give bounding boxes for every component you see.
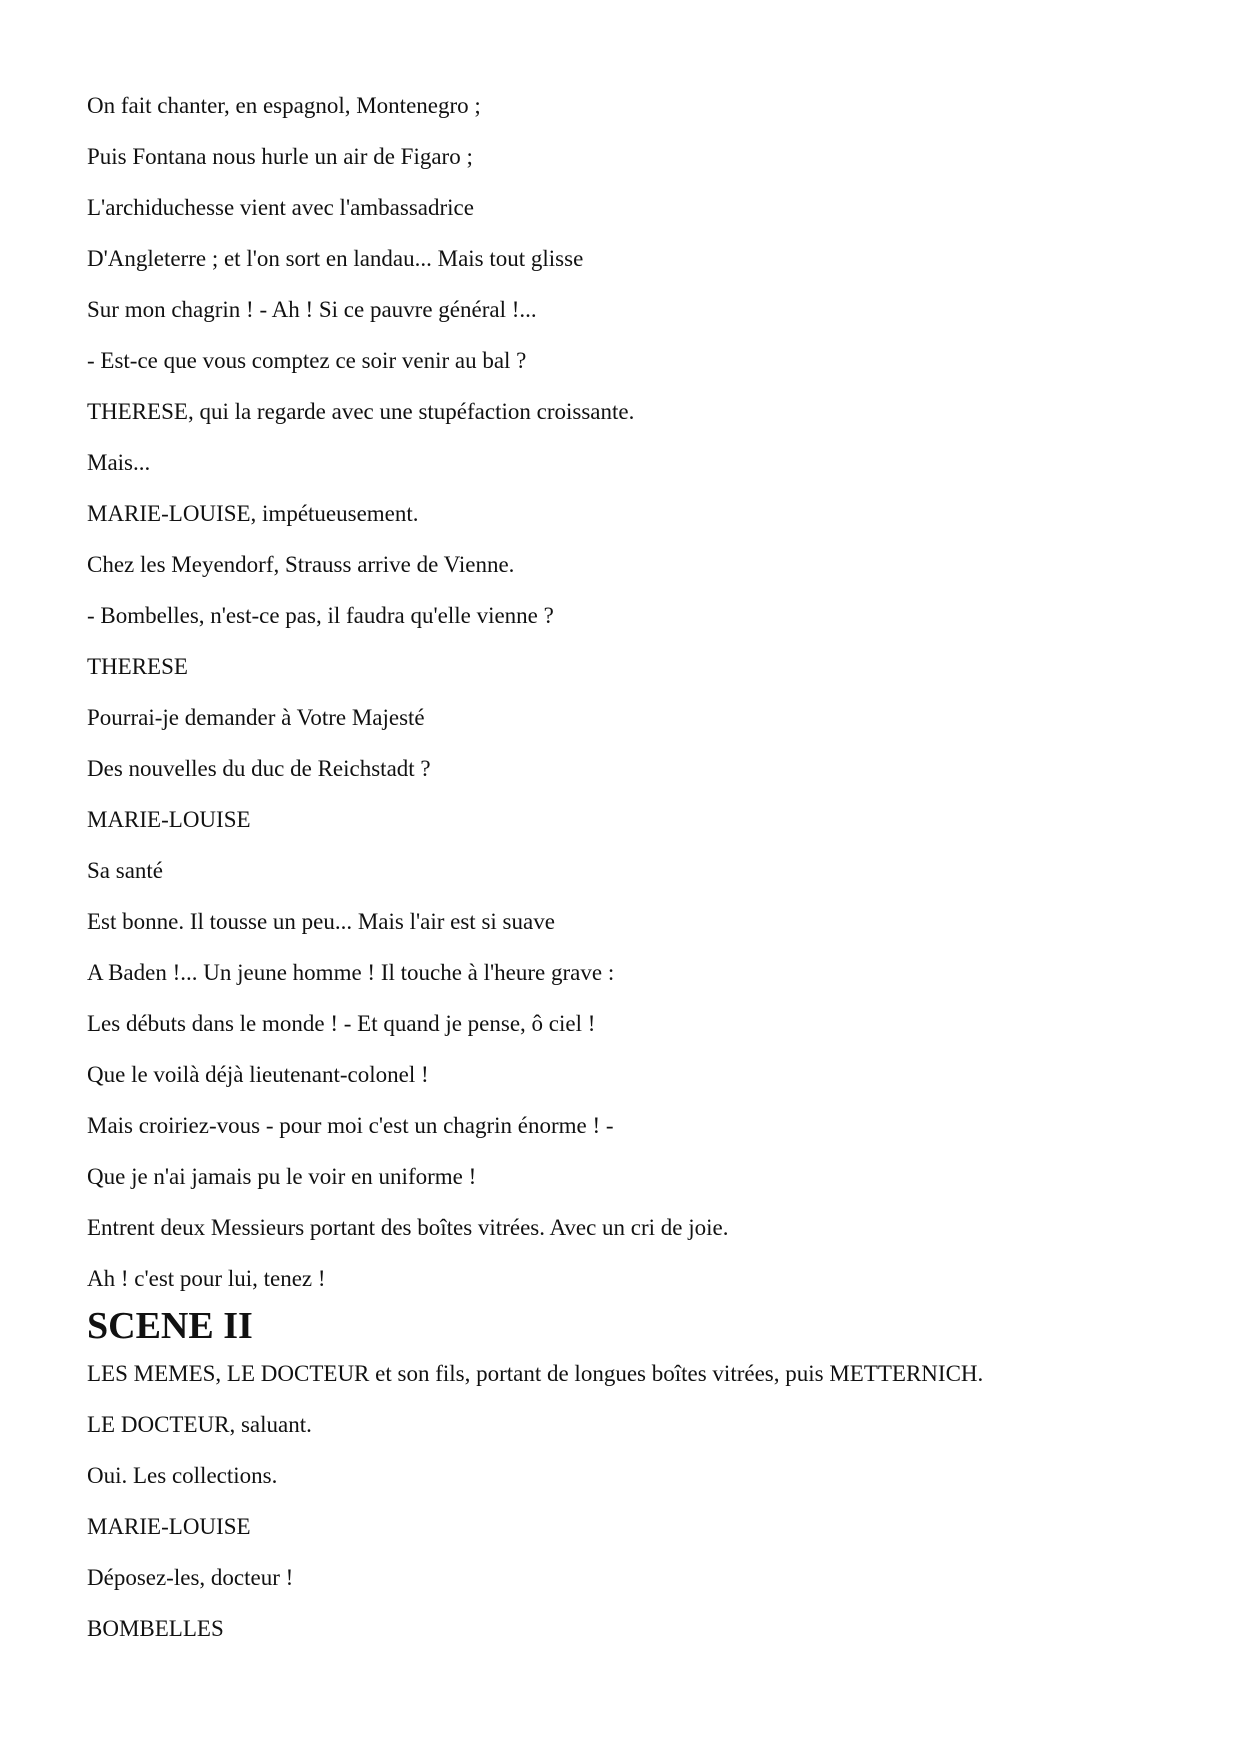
text-block-after-scene <box>87 1360 1207 1643</box>
text-line: Est bonne. Il tousse un peu... Mais l'air est si suave <box>87 909 555 934</box>
stage-direction: LES MEMES, LE DOCTEUR et son fils, portant de longues boîtes vitrées, puis METTERNICH. <box>87 1361 984 1386</box>
document-page <box>87 92 1207 1666</box>
speaker-name: BOMBELLES <box>87 1616 224 1641</box>
text-line: Oui. Les collections. <box>87 1463 278 1488</box>
text-line: D'Angleterre ; et l'on sort en landau... Mais tout glisse <box>87 246 584 271</box>
speaker-name: MARIE-LOUISE, impétueusement. <box>87 501 419 526</box>
text-line: Mais croiriez-vous - pour moi c'est un chagrin énorme ! - <box>87 1113 614 1138</box>
text-line: Sur mon chagrin ! - Ah ! Si ce pauvre général !... <box>87 297 537 322</box>
speaker-name: MARIE-LOUISE <box>87 1514 251 1539</box>
speaker-name: THERESE <box>87 654 188 679</box>
text-line: Déposez-les, docteur ! <box>87 1565 294 1590</box>
stage-direction: Entrent deux Messieurs portant des boîtes vitrées. Avec un cri de joie. <box>87 1215 729 1240</box>
text-line: On fait chanter, en espagnol, Montenegro ; <box>87 93 481 118</box>
text-line: - Bombelles, n'est-ce pas, il faudra qu'elle vienne ? <box>87 603 554 628</box>
text-line: Puis Fontana nous hurle un air de Figaro ; <box>87 144 473 169</box>
text-line: Pourrai-je demander à Votre Majesté <box>87 705 425 730</box>
text-line: Des nouvelles du duc de Reichstadt ? <box>87 756 431 781</box>
text-line: Que je n'ai jamais pu le voir en uniforme ! <box>87 1164 477 1189</box>
text-block-before-scene <box>87 92 1207 1293</box>
speaker-name: LE DOCTEUR, saluant. <box>87 1412 312 1437</box>
scene-heading: SCENE II <box>87 1305 253 1347</box>
text-line: A Baden !... Un jeune homme ! Il touche à l'heure grave : <box>87 960 615 985</box>
text-line: Mais... <box>87 450 151 475</box>
text-line: Sa santé <box>87 858 164 883</box>
text-line: Ah ! c'est pour lui, tenez ! <box>87 1266 326 1291</box>
speaker-name: MARIE-LOUISE <box>87 807 251 832</box>
text-line: Les débuts dans le monde ! - Et quand je pense, ô ciel ! <box>87 1011 596 1036</box>
text-line: Que le voilà déjà lieutenant-colonel ! <box>87 1062 429 1087</box>
text-line: - Est-ce que vous comptez ce soir venir au bal ? <box>87 348 527 373</box>
text-line: Chez les Meyendorf, Strauss arrive de Vienne. <box>87 552 515 577</box>
stage-direction: THERESE, qui la regarde avec une stupéfaction croissante. <box>87 399 635 424</box>
text-line: L'archiduchesse vient avec l'ambassadrice <box>87 195 474 220</box>
